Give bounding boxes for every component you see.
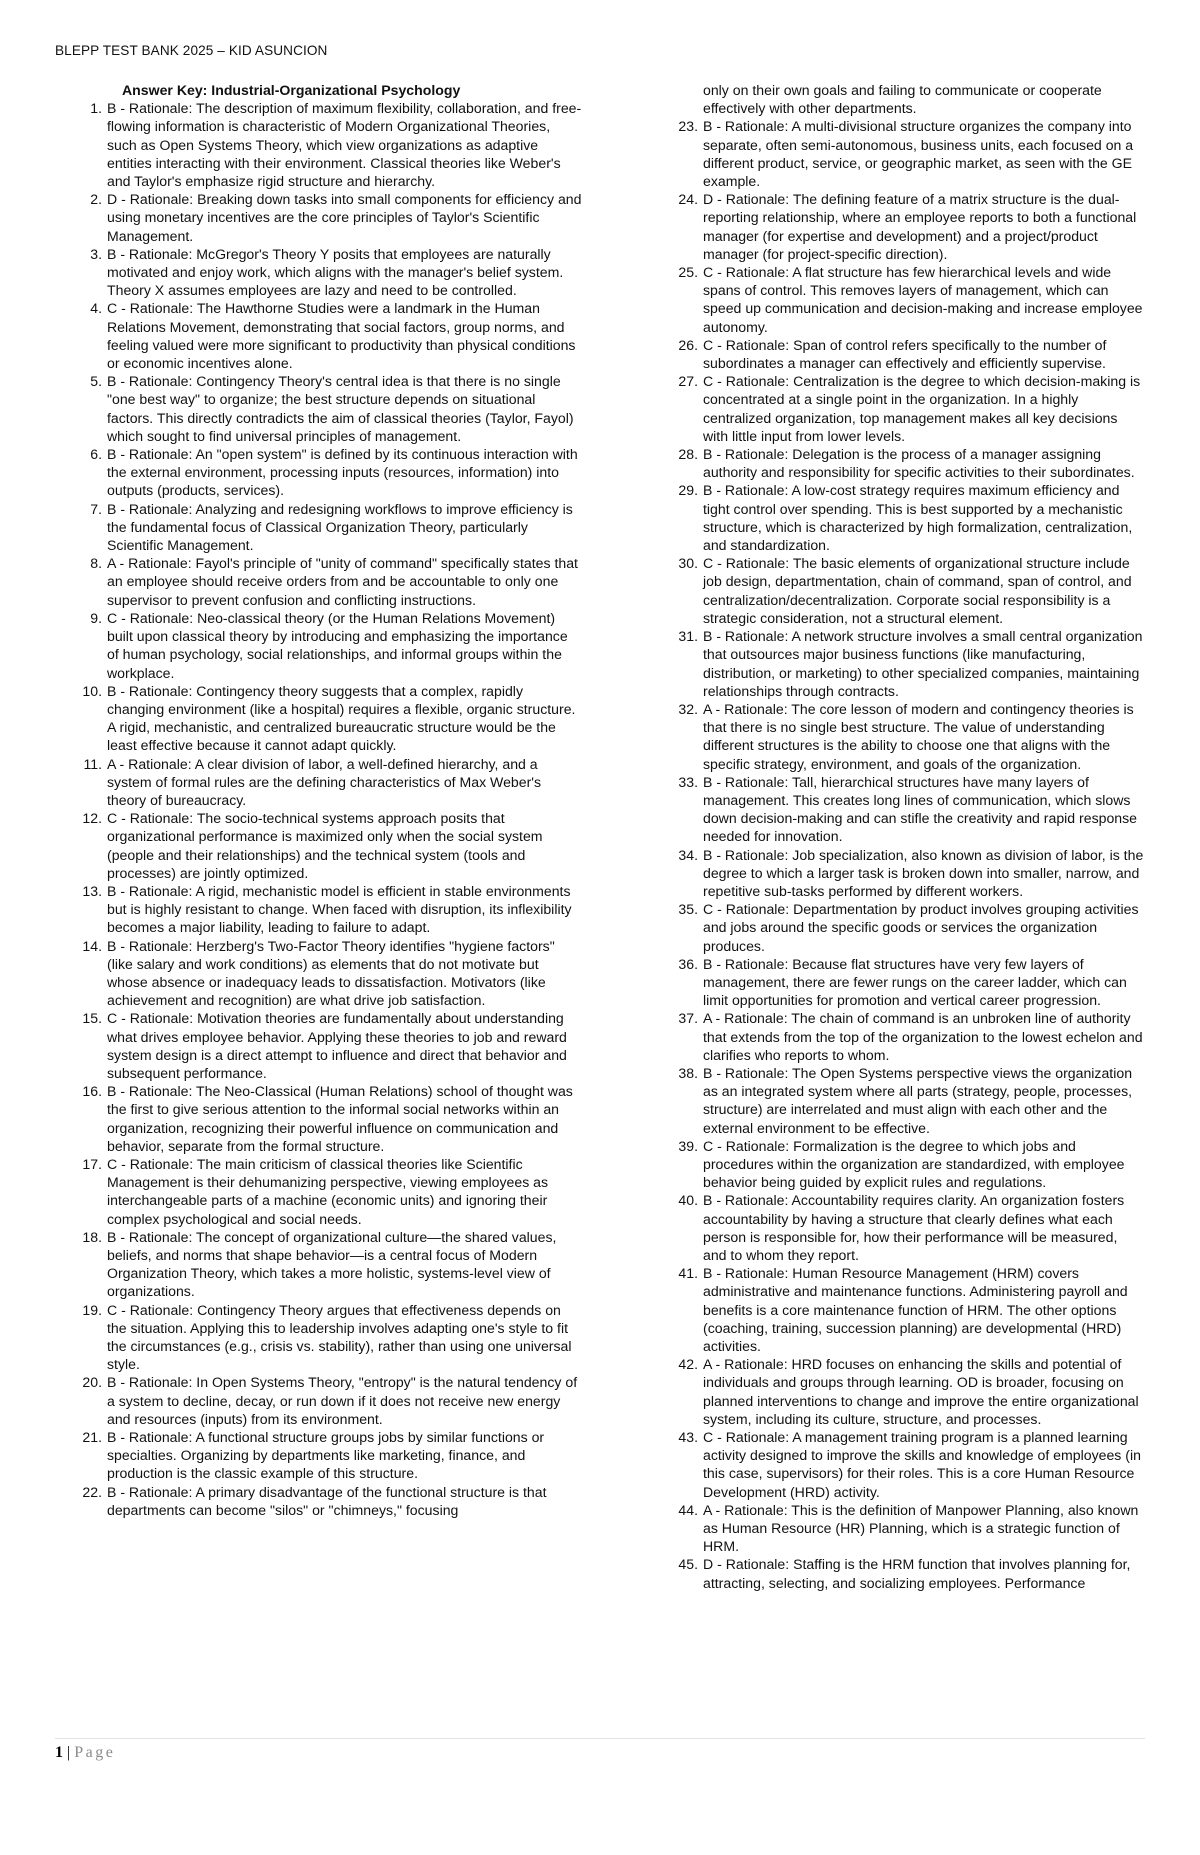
answer-rationale: B - Rationale: An "open system" is defined by its continuous interaction with the external environment, processing inputs (resources, information) into outputs (products, services). bbox=[107, 446, 578, 499]
answer-rationale: C - Rationale: Motivation theories are fundamentally about understanding what drives employee behavior. Applying these theories to job and reward system design is a direct attempt to influence and direct that behavior and subsequent performance. bbox=[107, 1010, 567, 1081]
answer-item bbox=[676, 263, 1144, 336]
answer-rationale: A - Rationale: The chain of command is an unbroken line of authority that extends from the top of the organization to the lowest echelon and clarifies who reports to whom. bbox=[703, 1010, 1143, 1063]
answer-rationale: B - Rationale: In Open Systems Theory, "entropy" is the natural tendency of a system to decline, decay, or run down if it does not receive new energy and resources (inputs) from its environment. bbox=[107, 1374, 578, 1427]
answer-item bbox=[676, 900, 1144, 955]
answer-item bbox=[676, 1501, 1144, 1556]
answer-item bbox=[80, 500, 583, 555]
left-answer-list bbox=[80, 99, 583, 1519]
answer-number: 31. bbox=[678, 628, 698, 645]
answer-rationale: A - Rationale: Fayol's principle of "unity of command" specifically states that an employee should receive orders from and be accountable to only one supervisor to prevent confusion and conflicting instructions. bbox=[107, 555, 578, 608]
answer-number: 45. bbox=[678, 1556, 698, 1573]
answer-number: 4. bbox=[90, 300, 102, 317]
answer-rationale: B - Rationale: The Neo-Classical (Human Relations) school of thought was the first to give serious attention to the informal social networks within an organization, recognizing their powerful influence on communication and behavior, separate from the formal structure. bbox=[107, 1083, 573, 1154]
answer-number: 22. bbox=[82, 1483, 102, 1500]
answer-rationale: C - Rationale: The socio-technical systems approach posits that organizational performance is maximized only when the social system (people and their relationships) and the technical system (tools and processes) are jointly optimized. bbox=[107, 810, 543, 881]
right-answer-list bbox=[676, 117, 1144, 1591]
answer-rationale: B - Rationale: The Open Systems perspective views the organization as an integrated system where all parts (strategy, people, processes, structure) are interrelated and must align with each other and the external environment to be effective. bbox=[703, 1064, 1133, 1136]
answer-item bbox=[80, 609, 583, 682]
answer-item bbox=[80, 372, 583, 445]
answer-rationale: A - Rationale: The core lesson of modern and contingency theories is that there is no single best structure. The value of understanding different structures is the ability to choose one that aligns with the specific strategy, environment, and goals of the organization. bbox=[703, 700, 1134, 772]
answer-number: 17. bbox=[82, 1155, 102, 1172]
answer-rationale: C - Rationale: Neo-classical theory (or the Human Relations Movement) built upon classical theory by introducing and emphasizing the importance of human psychology, social relationships, and informal groups within the workplace. bbox=[107, 609, 568, 681]
answer-item bbox=[676, 372, 1144, 445]
answer-number: 29. bbox=[678, 482, 698, 499]
answer-item bbox=[676, 1428, 1144, 1501]
answer-number: 14. bbox=[82, 937, 102, 954]
footer-separator: | bbox=[67, 1744, 71, 1761]
answer-rationale: B - Rationale: A primary disadvantage of the functional structure is that departments can become "silos" or "chimneys," focusing bbox=[107, 1483, 547, 1518]
answer-item bbox=[80, 299, 583, 372]
answer-number: 13. bbox=[82, 882, 102, 899]
answer-number: 12. bbox=[82, 810, 102, 827]
answer-rationale: B - Rationale: Accountability requires clarity. An organization fosters accountability by having a structure that clearly defines what each person is responsible for, how their performance will be measured, and to whom they report. bbox=[703, 1192, 1125, 1263]
answer-number: 3. bbox=[90, 245, 102, 262]
answer-item bbox=[80, 1009, 583, 1082]
answer-number: 18. bbox=[82, 1228, 102, 1245]
answer-number: 27. bbox=[678, 373, 698, 390]
answer-number: 1. bbox=[90, 100, 102, 117]
continuation-text: only on their own goals and failing to communicate or cooperate effectively with other departments. bbox=[703, 82, 1102, 117]
answer-number: 44. bbox=[678, 1501, 698, 1518]
answer-number: 24. bbox=[678, 191, 698, 208]
answer-rationale: C - Rationale: Formalization is the degree to which jobs and procedures within the organization are standardized, with employee behavior being guided by explicit rules and regulations. bbox=[703, 1137, 1125, 1191]
answer-item bbox=[676, 773, 1144, 846]
answer-rationale: B - Rationale: Job specialization, also known as division of labor, is the degree to which a larger task is broken down into smaller, narrow, and repetitive sub-tasks performed by different workers. bbox=[703, 846, 1144, 899]
answer-item bbox=[676, 190, 1144, 263]
answer-item bbox=[80, 755, 583, 810]
answer-rationale: B - Rationale: A rigid, mechanistic model is efficient in stable environments but is highly resistant to change. When faced with disruption, its inflexibility becomes a major liability, leading to failure to adapt. bbox=[107, 882, 572, 936]
answer-number: 33. bbox=[678, 773, 698, 790]
answer-rationale: B - Rationale: Contingency Theory's central idea is that there is no single "one best way" to organize; the best structure depends on situational factors. This directly contradicts the aim of classical theories (Taylor, Fayol) which sought to find universal principles of management. bbox=[107, 373, 574, 444]
answer-number: 10. bbox=[82, 682, 102, 699]
answer-item bbox=[80, 1483, 583, 1519]
answer-rationale: C - Rationale: The main criticism of classical theories like Scientific Management is their dehumanizing perspective, viewing employees as interchangeable parts of a machine (economic units) and ignoring their complex psychological and social needs. bbox=[107, 1155, 549, 1227]
answer-number: 28. bbox=[678, 446, 698, 463]
answer-item bbox=[80, 1155, 583, 1228]
answer-number: 15. bbox=[82, 1010, 102, 1027]
answer-rationale: B - Rationale: A low-cost strategy requires maximum efficiency and tight control over spending. This is best supported by a mechanistic structure, which is characterized by high formalization, centralization, and standardization. bbox=[703, 482, 1133, 554]
answer-item bbox=[80, 682, 583, 755]
answer-number: 40. bbox=[678, 1192, 698, 1209]
answer-number: 25. bbox=[678, 264, 698, 281]
answer-rationale: C - Rationale: A management training program is a planned learning activity designed to improve the skills and knowledge of employees (in this case, supervisors) for their roles. This is a core Human Resource Development (HRD) activity. bbox=[703, 1429, 1141, 1500]
answer-key-title: Answer Key: Industrial-Organizational Psychology bbox=[122, 82, 461, 98]
answer-rationale: B - Rationale: The concept of organizational culture—the shared values, beliefs, and norms that shape behavior—is a central focus of Modern Organization Theory, which takes a more holistic, systems-level view of organizations. bbox=[107, 1228, 557, 1300]
answer-rationale: B - Rationale: Delegation is the process of a manager assigning authority and responsibility for specific activities to their subordinates. bbox=[703, 446, 1135, 481]
answer-rationale: D - Rationale: The defining feature of a matrix structure is the dual-reporting relationship, where an employee reports to both a functional manager (for expertise and development) and a project/product manager (for project-specific direction). bbox=[703, 191, 1137, 262]
answer-item bbox=[676, 1191, 1144, 1264]
answer-item bbox=[676, 554, 1144, 627]
answer-item bbox=[80, 554, 583, 609]
answer-number: 30. bbox=[678, 555, 698, 572]
answer-number: 23. bbox=[678, 118, 698, 135]
page-footer bbox=[55, 1744, 115, 1762]
answer-number: 37. bbox=[678, 1010, 698, 1027]
answer-number: 41. bbox=[678, 1265, 698, 1282]
answer-number: 20. bbox=[82, 1374, 102, 1391]
answer-rationale: B - Rationale: Human Resource Management (HRM) covers administrative and maintenance functions. Administering payroll and benefits is a core maintenance function of HRM. The other options (coaching, training, succession planning) are developmental (HRD) activities. bbox=[703, 1265, 1128, 1355]
answer-number: 35. bbox=[678, 901, 698, 918]
answer-number: 9. bbox=[90, 609, 102, 626]
answer-rationale: C - Rationale: A flat structure has few hierarchical levels and wide spans of control. This removes layers of management, which can speed up communication and decision-making and increase employee autonomy. bbox=[703, 264, 1143, 335]
answer-number: 32. bbox=[678, 700, 698, 717]
answer-item bbox=[80, 809, 583, 882]
answer-number: 26. bbox=[678, 336, 698, 353]
answer-item bbox=[676, 117, 1144, 190]
answer-item bbox=[80, 245, 583, 300]
answer-rationale: D - Rationale: Staffing is the HRM function that involves planning for, attracting, selecting, and socializing employees. Performance bbox=[703, 1556, 1131, 1591]
answer-item bbox=[676, 336, 1144, 372]
answer-number: 11. bbox=[83, 755, 102, 772]
answer-rationale: B - Rationale: Tall, hierarchical structures have many layers of management. This creates long lines of communication, which slows down decision-making and can stifle the creativity and rapid response needed for innovation. bbox=[703, 773, 1138, 845]
answer-item bbox=[676, 1137, 1144, 1192]
answer-rationale: C - Rationale: The Hawthorne Studies were a landmark in the Human Relations Movement, demonstrating that social factors, group norms, and feeling valued were more significant to productivity than physical conditions or economic incentives alone. bbox=[107, 300, 576, 372]
answer-rationale: B - Rationale: McGregor's Theory Y posits that employees are naturally motivated and enjoy work, which aligns with the manager's belief system. Theory X assumes employees are lazy and need to be controlled. bbox=[107, 245, 564, 299]
answer-item bbox=[80, 1428, 583, 1483]
answer-item bbox=[676, 955, 1144, 1010]
answer-item bbox=[80, 99, 583, 190]
right-column bbox=[676, 81, 1144, 1592]
answer-rationale: A - Rationale: This is the definition of Manpower Planning, also known as Human Resource (HR) Planning, which is a strategic function of HRM. bbox=[703, 1501, 1139, 1555]
answer-rationale: B - Rationale: Analyzing and redesigning workflows to improve efficiency is the fundamental focus of Classical Organization Theory, particularly Scientific Management. bbox=[107, 500, 573, 554]
page-label: Page bbox=[74, 1744, 116, 1761]
answer-number: 7. bbox=[90, 500, 102, 517]
answer-item bbox=[80, 937, 583, 1010]
answer-item bbox=[676, 1009, 1144, 1064]
answer-rationale: C - Rationale: The basic elements of organizational structure include job design, departmentation, chain of command, span of control, and centralization/decentralization. Corporate social responsibility is a strategic consideration, not a structural element. bbox=[703, 555, 1132, 626]
answer-item bbox=[80, 445, 583, 500]
answer-number: 38. bbox=[678, 1064, 698, 1081]
answer-rationale: C - Rationale: Contingency Theory argues that effectiveness depends on the situation. Applying this to leadership involves adapting one's style to fit the circumstances (e.g., crisis vs. stability), rather than using one universal style. bbox=[107, 1301, 572, 1373]
answer-rationale: B - Rationale: The description of maximum flexibility, collaboration, and free-flowing information is characteristic of Modern Organizational Theories, such as Open Systems Theory, which view organizations as adaptive entities interacting with their environment. Classical theories like Weber's and Taylor's emphasize rigid structure and hierarchy. bbox=[107, 100, 582, 190]
answer-rationale: B - Rationale: A functional structure groups jobs by similar functions or specialties. Organizing by departments like marketing, finance, and production is the classic example of this structure. bbox=[107, 1429, 545, 1482]
answer-number: 2. bbox=[90, 191, 102, 208]
answer-rationale: A - Rationale: A clear division of labor, a well-defined hierarchy, and a system of formal rules are the defining characteristics of Max Weber's theory of bureaucracy. bbox=[107, 755, 542, 808]
answer-item bbox=[80, 190, 583, 245]
answer-number: 5. bbox=[90, 373, 102, 390]
answer-rationale: A - Rationale: HRD focuses on enhancing the skills and potential of individuals and groups through learning. OD is broader, focusing on planned interventions to change and improve the entire organizational system, including its culture, structure, and processes. bbox=[703, 1356, 1139, 1427]
answer-rationale: B - Rationale: Because flat structures have very few layers of management, there are fewer rungs on the career ladder, which can limit opportunities for promotion and vertical career progression. bbox=[703, 955, 1127, 1009]
document-header: BLEPP TEST BANK 2025 – KID ASUNCION bbox=[55, 43, 328, 58]
answer-number: 21. bbox=[82, 1429, 102, 1446]
answer-item bbox=[676, 481, 1144, 554]
answer-rationale: B - Rationale: A multi-divisional structure organizes the company into separate, often semi-autonomous, business units, each focused on a different product, service, or geographic market, as seen with the GE example. bbox=[703, 118, 1134, 190]
answer-item bbox=[676, 700, 1144, 773]
answer-rationale: C - Rationale: Centralization is the degree to which decision-making is concentrated at a single point in the organization. In a highly centralized organization, top management makes all key decisions with little input from lower levels. bbox=[703, 373, 1141, 444]
answer-item bbox=[676, 445, 1144, 481]
answer-rationale: C - Rationale: Span of control refers specifically to the number of subordinates a manager can effectively and efficiently supervise. bbox=[703, 336, 1107, 372]
answer-item bbox=[676, 627, 1144, 700]
answer-number: 42. bbox=[678, 1356, 698, 1373]
answer-number: 36. bbox=[678, 955, 698, 972]
answer-item bbox=[80, 1373, 583, 1428]
answer-item bbox=[676, 1264, 1144, 1355]
answer-item bbox=[80, 1082, 583, 1155]
answer-rationale: B - Rationale: Herzberg's Two-Factor Theory identifies "hygiene factors" (like salary and work conditions) as elements that do not motivate but whose absence or inadequacy leads to dissatisfaction. Motivators (like achievement and recognition) are what drive job satisfaction. bbox=[107, 937, 555, 1009]
answer-rationale: B - Rationale: A network structure involves a small central organization that outsources major business functions (like manufacturing, distribution, or marketing) to other specialized companies, maintaining relationships through contracts. bbox=[703, 628, 1143, 699]
answer-number: 19. bbox=[82, 1301, 102, 1318]
footer-divider bbox=[55, 1738, 1145, 1739]
answer-rationale: B - Rationale: Contingency theory suggests that a complex, rapidly changing environment (like a hospital) requires a flexible, organic structure. A rigid, mechanistic, and centralized bureaucratic structure would be the least effective because it cannot adapt quickly. bbox=[107, 682, 576, 754]
answer-number: 8. bbox=[90, 555, 102, 572]
answer-item bbox=[80, 1301, 583, 1374]
answer-number: 39. bbox=[678, 1137, 698, 1154]
answer-item bbox=[676, 1555, 1144, 1591]
answer-number: 34. bbox=[678, 846, 698, 863]
answer-number: 43. bbox=[678, 1429, 698, 1446]
answer-item bbox=[80, 1228, 583, 1301]
left-column bbox=[80, 81, 583, 1519]
answer-number: 6. bbox=[90, 446, 102, 463]
answer-item bbox=[676, 846, 1144, 901]
continued-answer-text bbox=[676, 81, 1144, 117]
answer-item bbox=[676, 1355, 1144, 1428]
answer-number: 16. bbox=[82, 1083, 102, 1100]
answer-rationale: C - Rationale: Departmentation by product involves grouping activities and jobs around the specific goods or services the organization produces. bbox=[703, 901, 1139, 954]
answer-rationale: D - Rationale: Breaking down tasks into small components for efficiency and using monetary incentives are the core principles of Taylor's Scientific Management. bbox=[107, 191, 582, 244]
answer-item bbox=[80, 882, 583, 937]
page-number: 1 bbox=[55, 1744, 63, 1761]
answer-item bbox=[676, 1064, 1144, 1137]
